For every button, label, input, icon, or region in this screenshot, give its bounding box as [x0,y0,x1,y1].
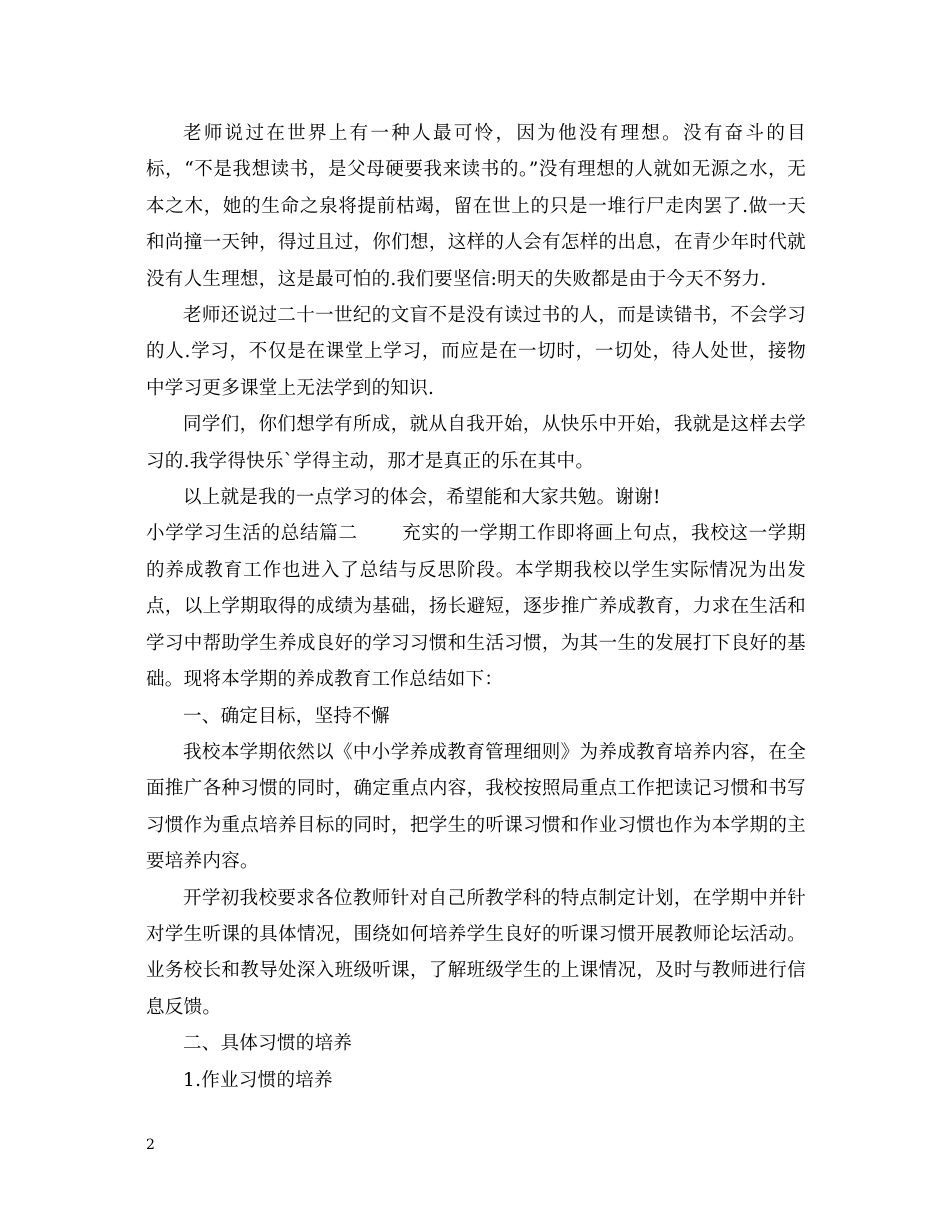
paragraph-happy-learning: 同学们，你们想学有所成，就从自我开始，从快乐中开始，我就是这样去学习的.我学得快乐`学得主动，那才是真正的乐在其中。 [146,414,806,472]
paragraph-ideals: 老师说过在世界上有一种人最可怜，因为他没有理想。没有奋斗的目标，“不是我想读书，是父母硬要我来读书的。”没有理想的人就如无源之水，无本之木，她的生命之泉将提前枯竭，留在世上的只是一堆行尸走肉罢了.做一天和尚撞一天钟，得过且过，你们想，这样的人会有怎样的出息，在青少年时代就没有人生理想，这是最可怕的.我们要坚信:明天的失败都是由于今天不努力. [146,123,806,290]
section-intro: 充实的一学期工作即将画上句点，我校这一学期的养成教育工作也进入了总结与反思阶段。本学期我校以学生实际情况为出发点，以上学期取得的成绩为基础，扬长避短，逐步推广养成教育，力求在生活和学习中帮助学生养成良好的学习习惯和生活习惯，为其一生的发展打下良好的基础。现将本学期的养成教育工作总结如下： [146,523,806,691]
document-body [146,116,806,1099]
paragraph-illiteracy: 老师还说过二十一世纪的文盲不是没有读过书的人，而是读错书，不会学习的人.学习，不仅是在课堂上学习，而应是在一切时，一切处，待人处世，接物中学习更多课堂上无法学到的知识. [146,305,806,399]
section-start [146,516,806,698]
page-number: 2 [146,1137,155,1153]
paragraph-closing: 以上就是我的一点学习的体会，希望能和大家共勉。谢谢! [183,487,661,509]
heading-homework-habits: 1.作业习惯的培养 [183,1069,333,1091]
paragraph-training-content: 我校本学期依然以《中小学养成教育管理细则》为养成教育培养内容，在全面推广各种习惯的同时，确定重点内容，我校按照局重点工作把读记习惯和书写习惯作为重点培养目标的同时，把学生的听课习惯和作业习惯也作为本学期的主要培养内容。 [146,741,806,873]
section-title: 小学学习生活的总结篇二 [146,523,358,545]
paragraph-teacher-plans: 开学初我校要求各位教师针对自己所教学科的特点制定计划，在学期中并针对学生听课的具体情况，围绕如何培养学生良好的听课习惯开展教师论坛活动。业务校长和教导处深入班级听课，了解班级学生的上课情况，及时与教师进行信息反馈。 [146,887,806,1018]
heading-set-goals: 一、确定目标，坚持不懈 [183,705,390,727]
heading-specific-habits: 二、具体习惯的培养 [183,1033,353,1055]
